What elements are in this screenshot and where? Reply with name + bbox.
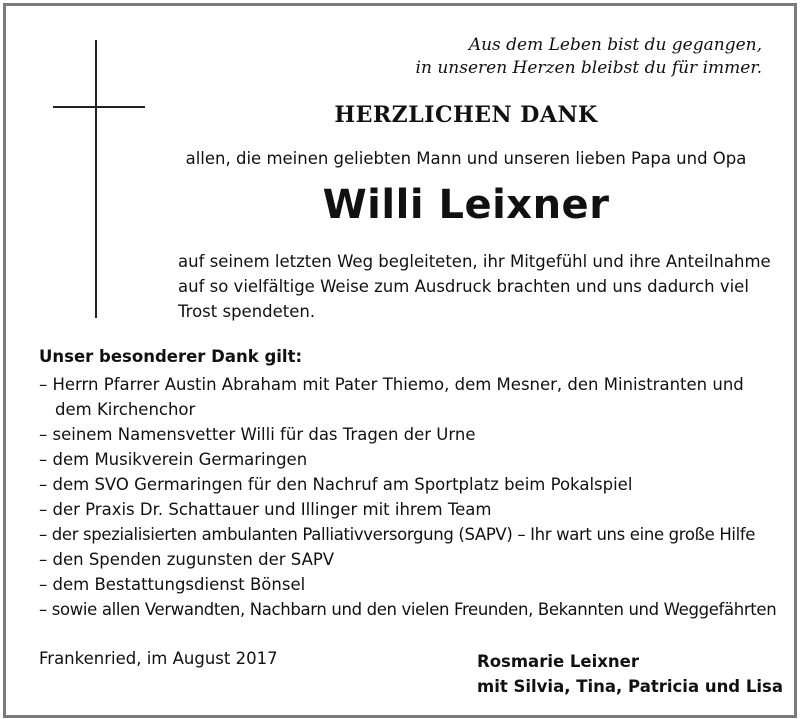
signature bbox=[477, 649, 783, 699]
signature-line-1: Rosmarie Leixner bbox=[477, 652, 639, 671]
quote-line-2: in unseren Herzen bleibst du für immer. bbox=[415, 58, 762, 78]
memorial-quote bbox=[362, 34, 762, 80]
cross-vertical-bar bbox=[95, 40, 97, 318]
paragraph-line-3: Trost spendeten. bbox=[178, 302, 316, 321]
list-item: – seinem Namensvetter Willi für das Tragen der Urne bbox=[39, 425, 476, 444]
list-item: – dem Musikverein Germaringen bbox=[39, 450, 308, 469]
list-item: – der spezialisierten ambulanten Palliativversorgung (SAPV) – Ihr wart uns eine große Hilfe bbox=[39, 525, 756, 544]
place-date: Frankenried, im August 2017 bbox=[39, 649, 278, 668]
quote-line-1: Aus dem Leben bist du gegangen, bbox=[468, 35, 762, 55]
cross-horizontal-bar bbox=[53, 106, 145, 108]
thanks-paragraph bbox=[178, 249, 774, 324]
paragraph-line-2: auf so vielfältige Weise zum Ausdruck brachten und uns dadurch viel bbox=[178, 277, 749, 296]
deceased-name: Willi Leixner bbox=[322, 182, 610, 228]
list-item: – dem SVO Germaringen für den Nachruf am Sportplatz beim Pokalspiel bbox=[39, 475, 633, 494]
obituary-notice bbox=[3, 3, 797, 718]
heading: HERZLICHEN DANK bbox=[334, 102, 598, 128]
list-item: – sowie allen Verwandten, Nachbarn und den vielen Freunden, Bekannten und Weggefährten bbox=[39, 600, 777, 619]
list-item: – der Praxis Dr. Schattauer und Illinger mit ihrem Team bbox=[39, 500, 492, 519]
list-item: – dem Bestattungsdienst Bönsel bbox=[39, 575, 306, 594]
thanks-list bbox=[39, 372, 779, 622]
list-item: – den Spenden zugunsten der SAPV bbox=[39, 550, 335, 569]
intro-text: allen, die meinen geliebten Mann und unseren lieben Papa und Opa bbox=[185, 149, 747, 168]
thanks-list-title: Unser besonderer Dank gilt: bbox=[39, 347, 303, 366]
paragraph-line-1: auf seinem letzten Weg begleiteten, ihr Mitgefühl und ihre Anteilnahme bbox=[178, 252, 771, 271]
signature-line-2: mit Silvia, Tina, Patricia und Lisa bbox=[477, 677, 783, 696]
list-item: – Herrn Pfarrer Austin Abraham mit Pater Thiemo, dem Mesner, den Ministranten und dem Kirchenchor bbox=[39, 375, 744, 419]
